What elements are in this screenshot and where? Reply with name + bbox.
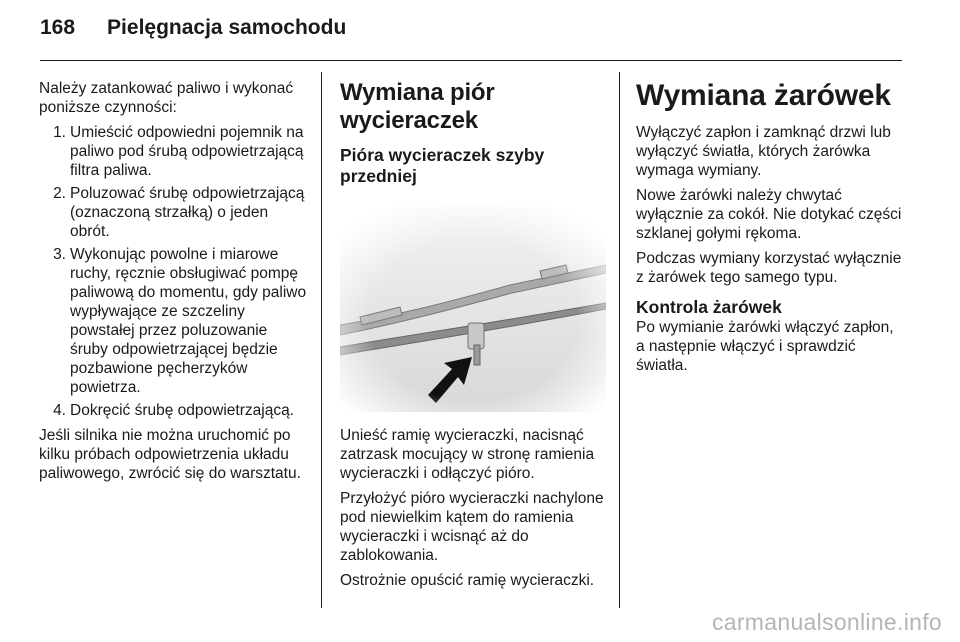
step-number: 2. (53, 185, 66, 202)
column-1 (39, 79, 309, 489)
column-divider-2 (619, 72, 620, 608)
outro-text: Jeśli silnika nie można uruchomić po kilku próbach odpowietrzenia układu paliwowego, zwrócić się do warsztatu. (39, 427, 301, 482)
wiper-step-2: Przyłożyć pióro wycieraczki nachylone pod niewielkim kątem do ramienia wycieraczki i wcisnąć aż do zablokowania. (340, 490, 604, 564)
bulb-heading: Wymiana żarówek (636, 79, 891, 112)
step-text: Umieścić odpowiedni pojemnik na paliwo pod śrubą odpowietrzającą filtra paliwa. (70, 124, 304, 179)
column-2 (340, 79, 608, 596)
step-text: Poluzować śrubę odpowietrzającą (oznaczoną strzałką) o jeden obrót. (70, 185, 305, 240)
wiper-illustration (340, 207, 606, 412)
list-item (39, 123, 309, 180)
bleeding-steps-list (39, 123, 309, 420)
header-divider (40, 60, 902, 61)
section-title: Pielęgnacja samochodu (107, 16, 347, 39)
bulb-check-subheading: Kontrola żarówek (636, 297, 782, 317)
list-item (39, 401, 309, 420)
list-item (39, 245, 309, 397)
bulb-paragraph-2: Nowe żarówki należy chwytać wyłącznie za cokół. Nie dotykać części szklanej gołymi rękoma. (636, 187, 902, 242)
list-item (39, 184, 309, 241)
bulb-check-paragraph: Po wymianie żarówki włączyć zapłon, a następnie włączyć i sprawdzić światła. (636, 319, 894, 374)
page-number: 168 (40, 16, 76, 39)
column-divider-1 (321, 72, 322, 608)
wiper-heading: Wymiana piór wycieraczek (340, 79, 495, 134)
step-text: Dokręcić śrubę odpowietrzającą. (70, 402, 294, 419)
watermark: carmanualsonline.info (711, 609, 942, 635)
wiper-blade-image (340, 207, 606, 412)
wiper-subheading: Pióra wycieraczek szyby przedniej (340, 145, 545, 186)
step-text: Wykonując powolne i miarowe ruchy, ręcznie obsługiwać pompę paliwową do momentu, gdy paliwo wypływające ze szczeliny powstałej przez poluzowanie śruby odpowietrzającej będzie pozbawione pęcherzyków powietrza. (70, 246, 307, 396)
step-number: 3. (53, 246, 66, 263)
page-header (40, 16, 346, 48)
step-number: 1. (53, 124, 66, 141)
intro-text: Należy zatankować paliwo i wykonać poniższe czynności: (39, 80, 294, 116)
bulb-paragraph-3: Podczas wymiany korzystać wyłącznie z żarówek tego samego typu. (636, 250, 902, 286)
column-3 (636, 79, 906, 381)
wiper-step-1: Unieść ramię wycieraczki, nacisnąć zatrzask mocujący w stronę ramienia wycieraczki i odłączyć pióro. (340, 427, 595, 482)
bulb-paragraph-1: Wyłączyć zapłon i zamknąć drzwi lub wyłączyć światła, których żarówka wymaga wymiany. (636, 124, 891, 179)
step-number: 4. (53, 402, 66, 419)
wiper-step-3: Ostrożnie opuścić ramię wycieraczki. (340, 572, 595, 589)
